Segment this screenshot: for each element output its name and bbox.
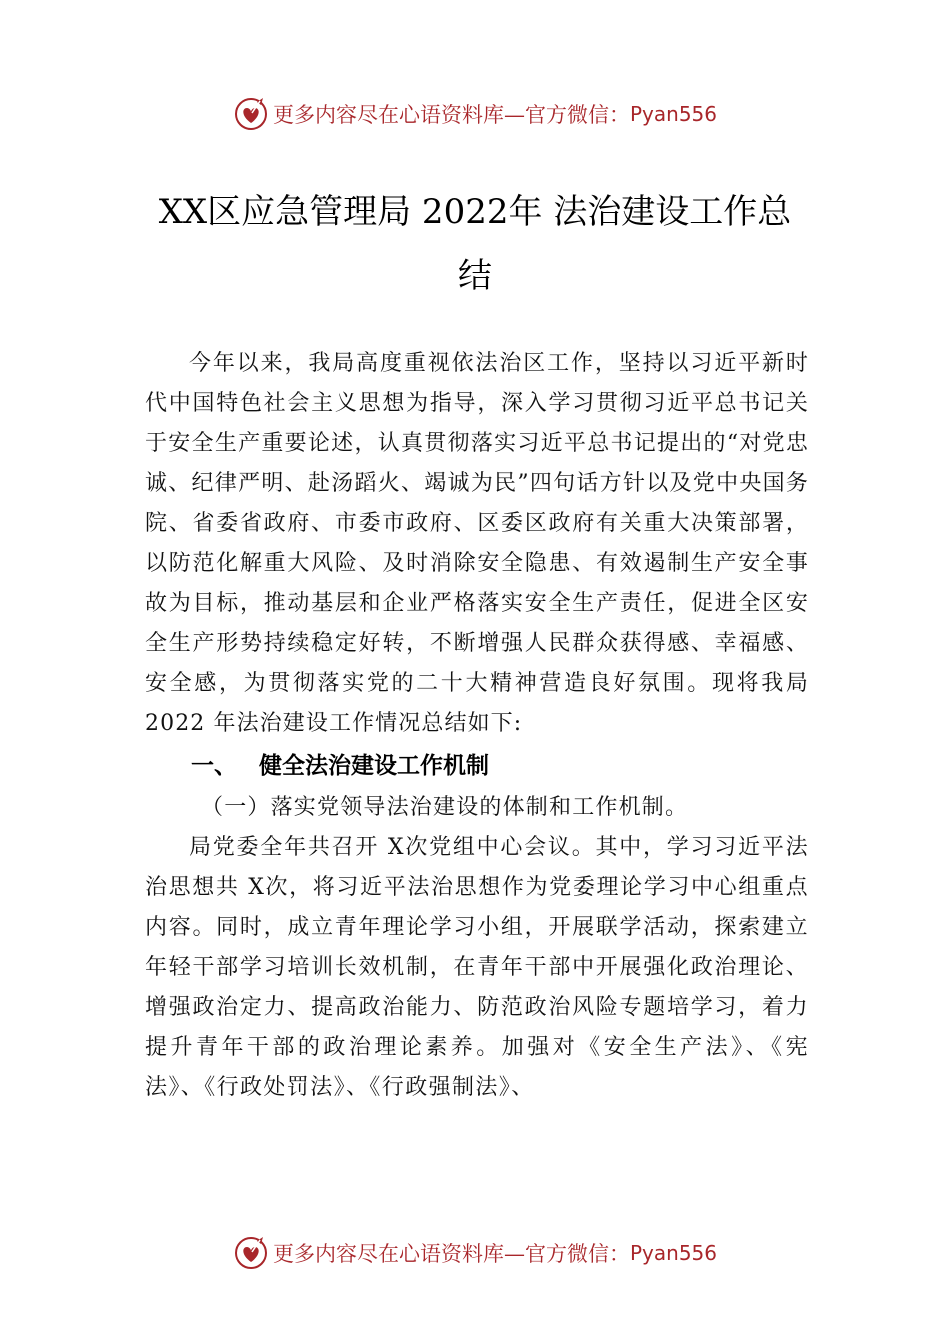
watermark-text: 更多内容尽在心语资料库—官方微信： bbox=[272, 103, 630, 127]
document-title bbox=[120, 180, 830, 308]
subsection-heading-1: （一）落实党领导法治建设的体制和工作机制。 bbox=[201, 795, 689, 820]
watermark-header bbox=[0, 94, 950, 134]
section-number: 一、 bbox=[191, 753, 237, 779]
title-line-2: 结 bbox=[458, 256, 492, 296]
pen-heart-logo-icon bbox=[233, 96, 269, 132]
watermark-footer bbox=[0, 1233, 950, 1273]
watermark-text: 更多内容尽在心语资料库—官方微信： bbox=[272, 1242, 630, 1266]
section-title: 健全法治建设工作机制 bbox=[259, 753, 489, 779]
pen-heart-logo-icon bbox=[233, 1235, 269, 1271]
document-body bbox=[145, 344, 809, 1108]
watermark-wechat-id: Pyan556 bbox=[629, 102, 717, 126]
title-line-1: XX区应急管理局 2022年 法治建设工作总 bbox=[158, 192, 792, 232]
section-heading-1 bbox=[145, 744, 809, 788]
watermark-wechat-id: Pyan556 bbox=[629, 1241, 717, 1265]
body-paragraph-1: 局党委全年共召开 X次党组中心会议。其中，学习习近平法治思想共 X次，将习近平法治思想作为党委理论学习中心组重点内容。同时，成立青年理论学习小组，开展联学活动，探索建立年轻干部学习培训长效机制，在青年干部中开展强化政治理论、增强政治定力、提高政治能力、防范政治风险专题培学习，着力提升青年干部的政治理论素养。加强对《安全生产法》、《宪法》、《行政处罚法》、《行政强制法》、 bbox=[145, 835, 809, 1100]
intro-paragraph: 今年以来，我局高度重视依法治区工作，坚持以习近平新时代中国特色社会主义思想为指导，深入学习贯彻习近平总书记关于安全生产重要论述，认真贯彻落实习近平总书记提出的“对党忠诚、纪律严明、赴汤蹈火、竭诚为民”四句话方针以及党中央国务院、省委省政府、市委市政府、区委区政府有关重大决策部署，以防范化解重大风险、及时消除安全隐患、有效遏制生产安全事故为目标，推动基层和企业严格落实安全生产责任，促进全区安全生产形势持续稳定好转，不断增强人民群众获得感、幸福感、安全感，为贯彻落实党的二十大精神营造良好氛围。现将我局 2022 年法治建设工作情况总结如下: bbox=[145, 351, 809, 736]
